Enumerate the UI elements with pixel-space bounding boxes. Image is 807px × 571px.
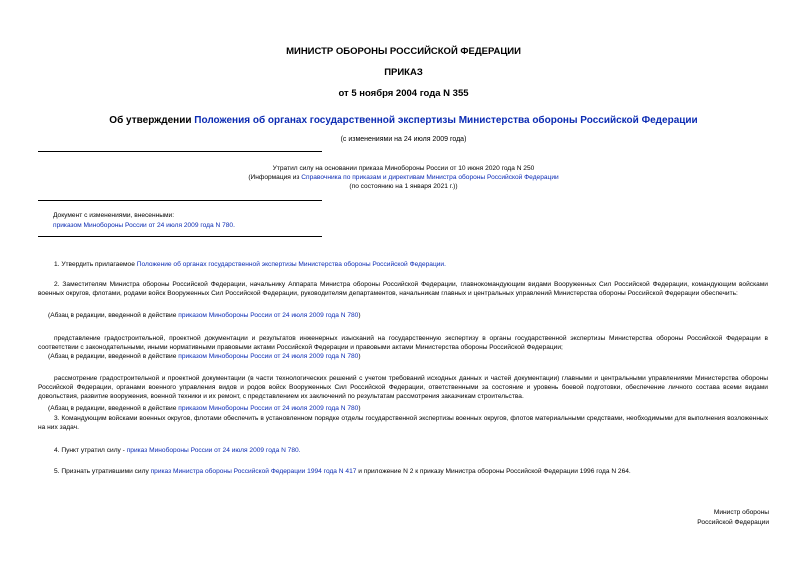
paragraph-2b — [38, 334, 768, 352]
paragraph-2b-text: представление градостроительной, проектной документации и результатов инженерных изысканий на государственную экспертизу в органы государственной экспертизы Министерства обороны Российской Федерации в соответствии с законодательными, иными нормативными правовыми актами Российской Федерации и правовыми актами Министерства обороны Российской Федерации; — [38, 335, 768, 352]
status-line-1: Утратил силу на основании приказа Минобороны России от 10 июня 2020 года N 250 — [272, 165, 535, 172]
paragraph-3-text: 3. Командующим войсками военных округов, флотами обеспечить в установленном порядке отделы государственной экспертизы военных округов, флотов материальными средствами, необходимыми для выполнения возложенных на них задач. — [38, 415, 768, 432]
signature-line-2: Российской Федерации — [697, 518, 769, 526]
changes-note: (с изменениями на 24 июля 2009 года) — [340, 136, 467, 143]
edit-note-prefix: (Абзац в редакции, введенной в действие — [48, 353, 177, 360]
reference-link[interactable]: Справочника по приказам и директивам Министра обороны Российской Федерации — [301, 174, 559, 181]
amend-box-bottom-rule — [38, 236, 322, 237]
paragraph-1 — [54, 260, 446, 269]
doc-title-prefix: Об утверждении — [109, 115, 192, 126]
status-line-2 — [0, 173, 807, 182]
signature-block — [697, 508, 769, 527]
paragraph-5-prefix: 5. Признать утратившими силу — [54, 468, 149, 475]
paragraph-5-suffix: и приложение N 2 к приказу Министра обороны Российской Федерации 1996 года N 264. — [358, 468, 631, 475]
paragraph-1-link[interactable]: Положение об органах государственной экспертизы Министерства обороны Российской Федерации. — [136, 261, 446, 268]
paragraph-2b-edit-note — [48, 352, 361, 361]
paragraph-4 — [54, 446, 301, 455]
paragraph-4-link[interactable]: приказ Минобороны России от 24 июля 2009 года N 780. — [126, 447, 301, 454]
edit-note-prefix: (Абзац в редакции, введенной в действие — [48, 405, 177, 412]
edit-note-suffix: ) — [358, 353, 361, 360]
paragraph-1-prefix: 1. Утвердить прилагаемое — [54, 261, 135, 268]
doc-type-heading: ПРИКАЗ — [384, 67, 423, 78]
ministry-heading: МИНИСТР ОБОРОНЫ РОССИЙСКОЙ ФЕДЕРАЦИИ — [286, 46, 521, 57]
paragraph-4-prefix: 4. Пункт утратил силу - — [54, 447, 125, 454]
paragraph-2-edit-note — [48, 311, 361, 320]
edit-note-link[interactable]: приказом Минобороны России от 24 июля 2009 года N 780 — [178, 312, 359, 319]
edit-note-suffix: ) — [358, 312, 361, 319]
paragraph-2c-edit-note — [48, 404, 361, 413]
doc-date: от 5 ноября 2004 года N 355 — [338, 88, 469, 99]
paragraph-2c — [38, 374, 768, 402]
status-line-3: (по состоянию на 1 января 2021 г.)) — [349, 183, 458, 190]
doc-title — [0, 115, 807, 126]
status-line-2-prefix: (Информация из — [248, 174, 300, 181]
paragraph-3 — [38, 414, 768, 432]
edit-note-prefix: (Абзац в редакции, введенной в действие — [48, 312, 177, 319]
divider — [38, 151, 322, 152]
amend-box-label: Документ с изменениями, внесенными: — [53, 212, 175, 219]
amend-box-top-rule — [38, 200, 322, 201]
edit-note-suffix: ) — [358, 405, 361, 412]
signature-line-1: Министр обороны — [713, 509, 769, 516]
amend-box-link[interactable]: приказом Минобороны России от 24 июля 2009 года N 780. — [53, 222, 235, 229]
paragraph-2-text: 2. Заместителям Министра обороны Российской Федерации, начальнику Аппарата Министра обороны Российской Федерации, главнокомандующим видами Вооруженных Сил Российской Федерации, командующим войсками военных округов, флотами, родами войск Вооруженных Сил Российской Федерации, руководителям департаментов, начальникам главных и центральных управлений Министерства обороны Российской Федерации обеспечить: — [38, 281, 768, 298]
paragraph-5 — [54, 467, 631, 476]
paragraph-2c-text: рассмотрение градостроительной и проектной документации (в части технологических решений с учетом требований исходных данных и частей документации) главными и центральными управлениями Министерства обороны Российской Федерации, органами военного управления видов и родов войск Вооруженных Сил Российской Федерации, ответственными за состояние и уровень боевой подготовки, обеспечение личного состава всеми видами довольствия, развитие вооружения, военной техники и их ремонт, с представлением их заключений по результатам рассмотрения заказчикам строительства. — [38, 375, 768, 401]
paragraph-5-link[interactable]: приказ Министра обороны Российской Федерации 1994 года N 417 — [150, 468, 357, 475]
edit-note-link[interactable]: приказом Минобороны России от 24 июля 2009 года N 780 — [178, 353, 359, 360]
edit-note-link[interactable]: приказом Минобороны России от 24 июля 2009 года N 780 — [178, 405, 359, 412]
paragraph-2 — [38, 280, 768, 298]
doc-title-link[interactable]: Положения об органах государственной экспертизы Министерства обороны Российской Федерации — [194, 115, 698, 126]
